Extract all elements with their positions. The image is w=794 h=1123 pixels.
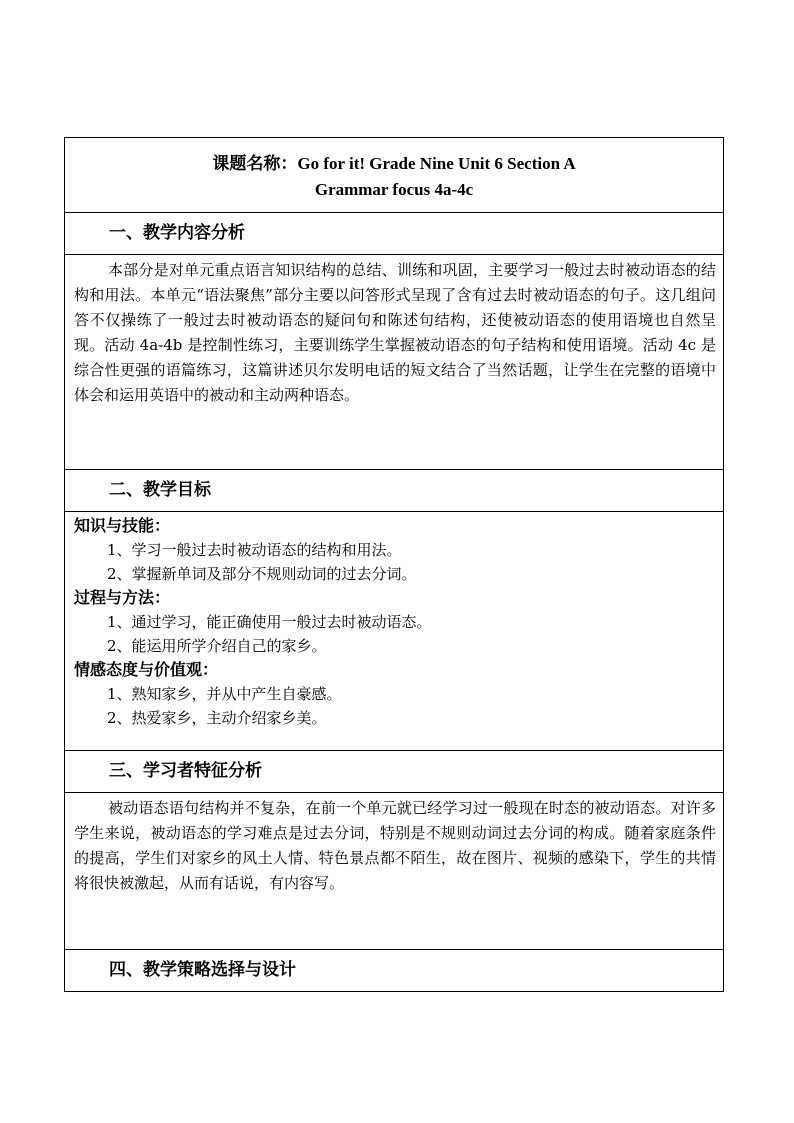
goal-group-title-process: 过程与方法： bbox=[74, 588, 171, 607]
goal-group-title-knowledge: 知识与技能： bbox=[74, 516, 171, 535]
content-analysis-body bbox=[65, 255, 724, 470]
section-heading-content-analysis: 一、教学内容分析 bbox=[65, 213, 724, 255]
learner-analysis-body bbox=[65, 793, 724, 950]
lesson-plan-table bbox=[64, 137, 724, 992]
goal-item: 1、通过学习，能正确使用一般过去时被动语态。 bbox=[107, 613, 432, 631]
lesson-title-cell bbox=[65, 138, 724, 213]
goal-item: 1、熟知家乡，并从中产生自豪感。 bbox=[107, 685, 342, 703]
teaching-goals-body bbox=[65, 512, 724, 751]
goal-item: 1、学习一般过去时被动语态的结构和用法。 bbox=[107, 541, 402, 559]
lesson-title-line-2: Grammar focus 4a-4c bbox=[314, 180, 474, 199]
learner-analysis-paragraph: 被动语态语句结构并不复杂，在前一个单元就已经学习过一般现在时态的被动语态。对许多学生来说，被动语态的学习难点是过去分词，特别是不规则动词过去分词的构成。随着家庭条件的提高，学生们对家乡的风土人情、特色景点都不陌生，故在图片、视频的感染下，学生的共情将很快被激起，从而有话说，有内容写。 bbox=[74, 799, 716, 892]
content-analysis-paragraph: 本部分是对单元重点语言知识结构的总结、训练和巩固，主要学习一般过去时被动语态的结构和用法。本单元“语法聚焦”部分主要以问答形式呈现了含有过去时被动语态的句子。这几组问答不仅操练了一般过去时被动语态的疑问句和陈述句结构，还使被动语态的使用语境也自然呈现。活动 4a-4b 是控制性练习，主要训练学生掌握被动语态的句子结构和使用语境。活动 4c 是综合性更强的语篇练习，这篇讲述贝尔发明电话的短文结合了当然话题，让学生在完整的语境中体会和运用英语中的被动和主动两种语态。 bbox=[74, 261, 716, 404]
section-heading-learner-analysis: 三、学习者特征分析 bbox=[65, 751, 724, 793]
lesson-title-line-1: 课题名称：Go for it! Grade Nine Unit 6 Section A bbox=[212, 154, 576, 173]
section-heading-strategy: 四、教学策略选择与设计 bbox=[65, 950, 724, 992]
goal-item: 2、热爱家乡，主动介绍家乡美。 bbox=[107, 709, 327, 727]
goal-item: 2、能运用所学介绍自己的家乡。 bbox=[107, 637, 327, 655]
goal-item: 2、掌握新单词及部分不规则动词的过去分词。 bbox=[107, 565, 417, 583]
section-heading-teaching-goals: 二、教学目标 bbox=[65, 470, 724, 512]
goal-group-title-attitude: 情感态度与价值观： bbox=[74, 660, 219, 679]
